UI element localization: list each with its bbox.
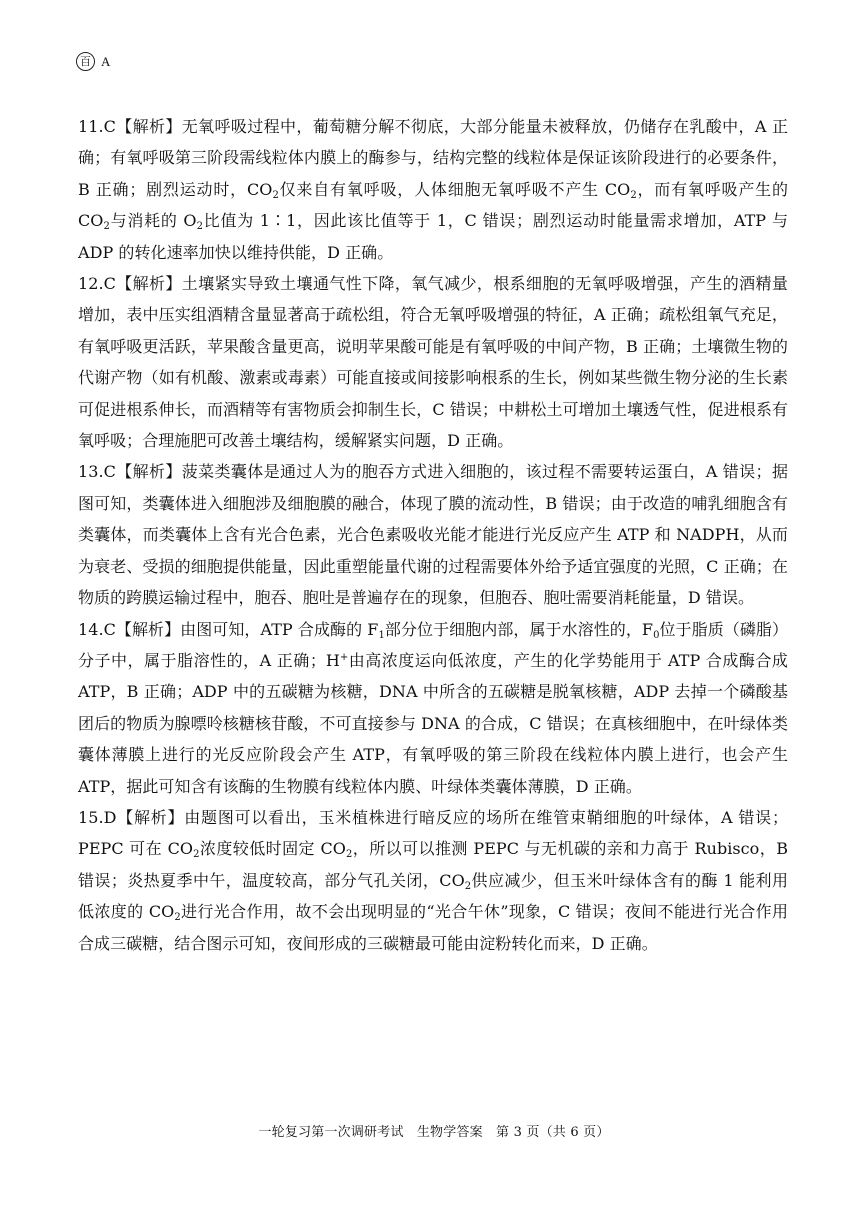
subscript: 0 (653, 629, 660, 641)
text-segment: 与消耗的 O (109, 211, 197, 231)
text-segment: 15.D【解析】由题图可以看出，玉米植株进行暗反应的场所在维管束鞘细胞的叶绿体，A 错误；PEPC 可在 CO (78, 807, 788, 859)
answer-paragraph-15 (78, 802, 788, 959)
subscript: 2 (464, 880, 472, 892)
text-segment: 14.C【解析】由图可知，ATP 合成酶的 F (78, 619, 379, 639)
subscript: 2 (196, 221, 204, 233)
text-segment: 位于脂质（磷脂）分子中，属于脂溶性的，A 正确；H (78, 619, 788, 670)
text-segment: 仅来自有氧呼吸，人体细胞无氧呼吸不产生 CO (278, 179, 631, 199)
text-segment: 进行光合作用，故不会出现明显的“光合午休”现象，C 错误；夜间不能进行光合作用合成三碳糖，结合图示可知，夜间形成的三碳糖最可能由淀粉转化而来，D 正确。 (78, 902, 789, 953)
answer-content (78, 111, 788, 959)
text-segment: 比值为 1∶1，因此该比值等于 1，C 错误；剧烈运动时能量需求增加，ATP 与 ADP 的转化速率加快以维持供能，D 正确。 (78, 211, 788, 262)
subscript: 2 (345, 849, 353, 861)
answer-paragraph-13 (78, 456, 788, 613)
text-segment: ，所以可以推测 PEPC 与无机碳的亲和力高于 Rubisco，B 错误；炎热夏季中午，温度较高，部分气孔关闭，CO (78, 839, 789, 890)
subscript: 2 (630, 189, 637, 201)
text-segment: 12.C【解析】土壤紧实导致土壤通气性下降，氧气减少，根系细胞的无氧呼吸增强，产生的酒精量增加，表中压实组酒精含量显著高于疏松组，符合无氧呼吸增强的特征，A 正确；疏松组氧气充足，有氧呼吸更活跃，苹果酸含量更高，说明苹果酸可能是有氧呼吸的中间产物，B 正确；土壤微生物的代谢产物（如有机酸、激素或毒素）可能直接或间接影响根系的生长，例如某些微生物分泌的生长素可促进根系伸长，而酒精等有害物质会抑制生长，C 错误；中耕松土可增加土壤透气性，促进根系有氧呼吸；合理施肥可改善土壤结构，缓解紧实问题，D 正确。 (78, 274, 788, 451)
brand-logo (76, 52, 110, 71)
text-segment: 13.C【解析】菠菜类囊体是通过人为的胞吞方式进入细胞的，该过程不需要转运蛋白，A 错误；据图可知，类囊体进入细胞涉及细胞膜的融合，体现了膜的流动性，B 错误；由于改造的哺乳细胞含有类囊体，而类囊体上含有光合色素，光合色素吸收光能才能进行光反应产生 ATP 和 NADPH，从而为衰老、受损的细胞提供能量，因此重塑能量代谢的过程需要体外给予适宜强度的光照，C 正确；在物质的跨膜运输过程中，胞吞、胞吐是普遍存在的现象，但胞吞、胞吐需要消耗能量，D 错误。 (78, 462, 788, 608)
logo-letter: A (101, 53, 111, 69)
text-segment: 由高浓度运向低浓度，产生的化学势能用于 ATP 合成酶合成 ATP，B 正确；ADP 中的五碳糖为核糖，DNA 中所含的五碳糖是脱氧核糖，ADP 去掉一个磷酸基团后的物质为腺嘌呤核糖核苷酸，不可直接参与 DNA 的合成，C 错误；在真核细胞中，在叶绿体类囊体薄膜上进行的光反应阶段会产生 ATP，有氧呼吸的第三阶段在线粒体内膜上进行，也会产生 ATP，据此可知含有该酶的生物膜有线粒体内膜、叶绿体类囊体薄膜，D 正确。 (78, 650, 788, 796)
subscript: 2 (193, 849, 200, 861)
answer-paragraph-14 (78, 614, 788, 802)
superscript: + (339, 651, 349, 663)
text-segment: 11.C【解析】无氧呼吸过程中，葡萄糖分解不彻底，大部分能量未被释放，仍储存在乳酸中，A 正确；有氧呼吸第三阶段需线粒体内膜上的酶参与，结构完整的线粒体是保证该阶段进行的必要条件，B 正确；剧烈运动时，CO (78, 117, 788, 199)
text-segment: 供应减少，但玉米叶绿体含有的酶 1 能利用低浓度的 CO (78, 870, 789, 922)
logo-circle-icon: 百 (76, 52, 95, 71)
subscript: 1 (378, 629, 385, 641)
answer-paragraph-11 (78, 111, 788, 268)
subscript: 2 (103, 221, 110, 233)
text-segment: 部分位于细胞内部，属于水溶性的，F (384, 619, 654, 639)
subscript: 2 (272, 189, 279, 201)
text-segment: 浓度较低时固定 CO (199, 839, 346, 859)
text-segment: ，而有氧呼吸产生的 CO (78, 179, 789, 231)
page-footer: 一轮复习第一次调研考试 生物学答案 第 3 页（共 6 页） (258, 1125, 610, 1140)
answer-paragraph-12 (78, 268, 788, 456)
subscript: 2 (174, 912, 181, 924)
